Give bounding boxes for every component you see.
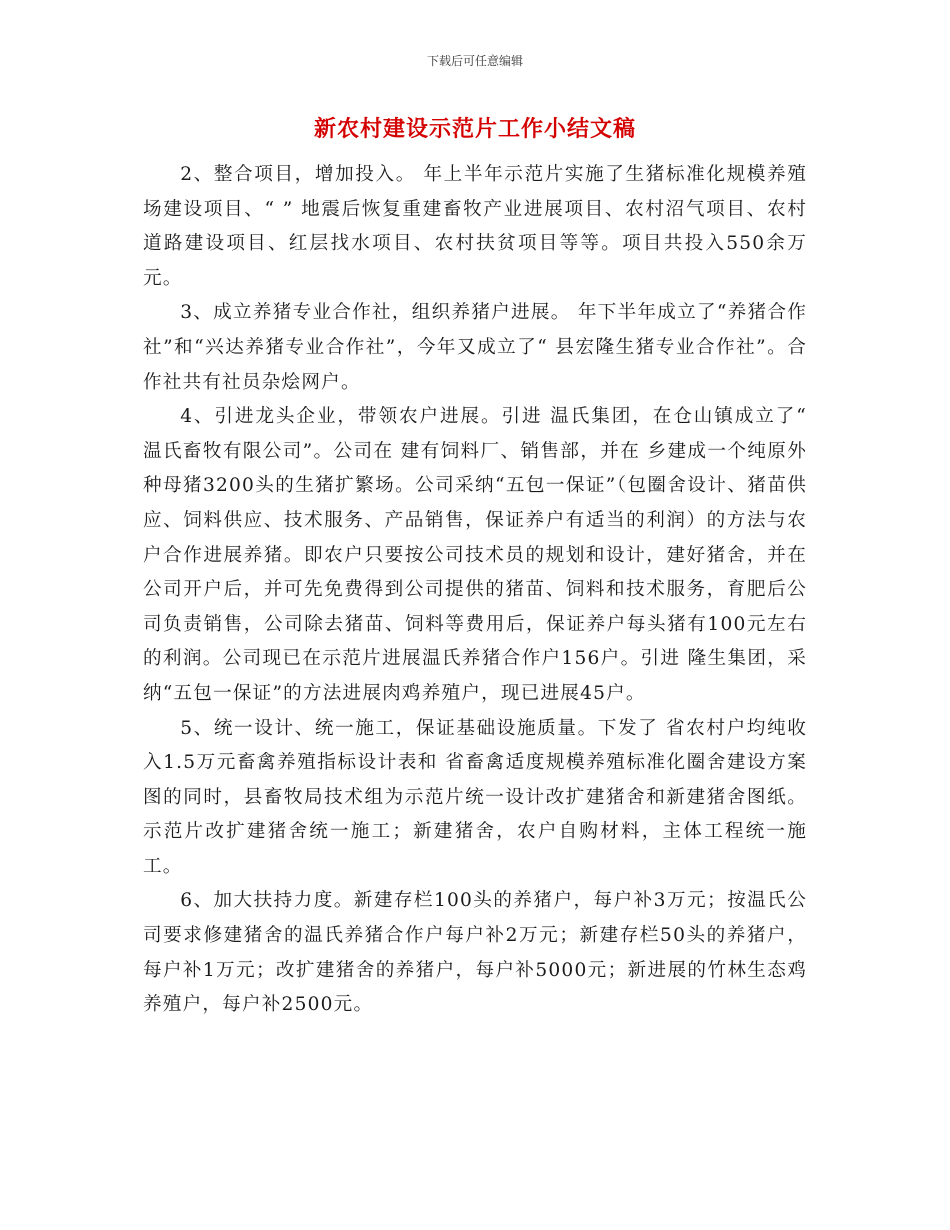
page-header-note: 下载后可任意编辑 [426, 54, 523, 68]
paragraph-5: 5、统一设计、统一施工，保证基础设施质量。下发了 省农村户均纯收入1.5万元畜禽养殖指标设计表和 省畜禽适度规模养殖标准化圈舍建设方案图的同时，县畜牧局技术组为示范片统一设计改扩建猪舍和新建猪舍图纸。示范片改扩建猪舍统一施工；新建猪舍，农户自购材料，主体工程统一施工。 [143, 717, 807, 877]
paragraph-2: 2、整合项目，增加投入。 年上半年示范片实施了生猪标准化规模养殖场建设项目、“ ” 地震后恢复重建畜牧产业进展项目、农村沼气项目、农村道路建设项目、红层找水项目、农村扶贫项目等等。项目共投入550余万元。 [143, 164, 807, 289]
document-title: 新农村建设示范片工作小结文稿 [313, 117, 636, 142]
paragraph-4: 4、引进龙头企业，带领农户进展。引进 温氏集团，在仓山镇成立了“ 温氏畜牧有限公司”。公司在 建有饲料厂、销售部，并在 乡建成一个纯原外种母猪3200头的生猪扩繁场。公司采纳“五包一保证”（包圈舍设计、猪苗供应、饲料供应、技术服务、产品销售，保证养户有适当的利润）的方法与农户合作进展养猪。即农户只要按公司技术员的规划和设计，建好猪舍，并在公司开户后，并可先免费得到公司提供的猪苗、饲料和技术服务，育肥后公司负责销售，公司除去猪苗、饲料等费用后，保证养户每头猪有100元左右的利润。公司现已在示范片进展温氏养猪合作户156户。引进 隆生集团，采纳“五包一保证”的方法进展肉鸡养殖户，现已进展45户。 [143, 406, 807, 704]
paragraph-6: 6、加大扶持力度。新建存栏100头的养猪户，每户补3万元；按温氏公司要求修建猪舍的温氏养猪合作户每户补2万元；新建存栏50头的养猪户，每户补1万元；改扩建猪舍的养猪户，每户补5000元；新进展的竹林生态鸡养殖户，每户补2500元。 [143, 890, 807, 1016]
paragraph-3: 3、成立养猪专业合作社，组织养猪户进展。 年下半年成立了“养猪合作社”和“兴达养猪专业合作社”，今年又成立了“ 县宏隆生猪专业合作社”。合作社共有社员杂烩网户。 [143, 302, 807, 393]
document-body [143, 158, 807, 1023]
